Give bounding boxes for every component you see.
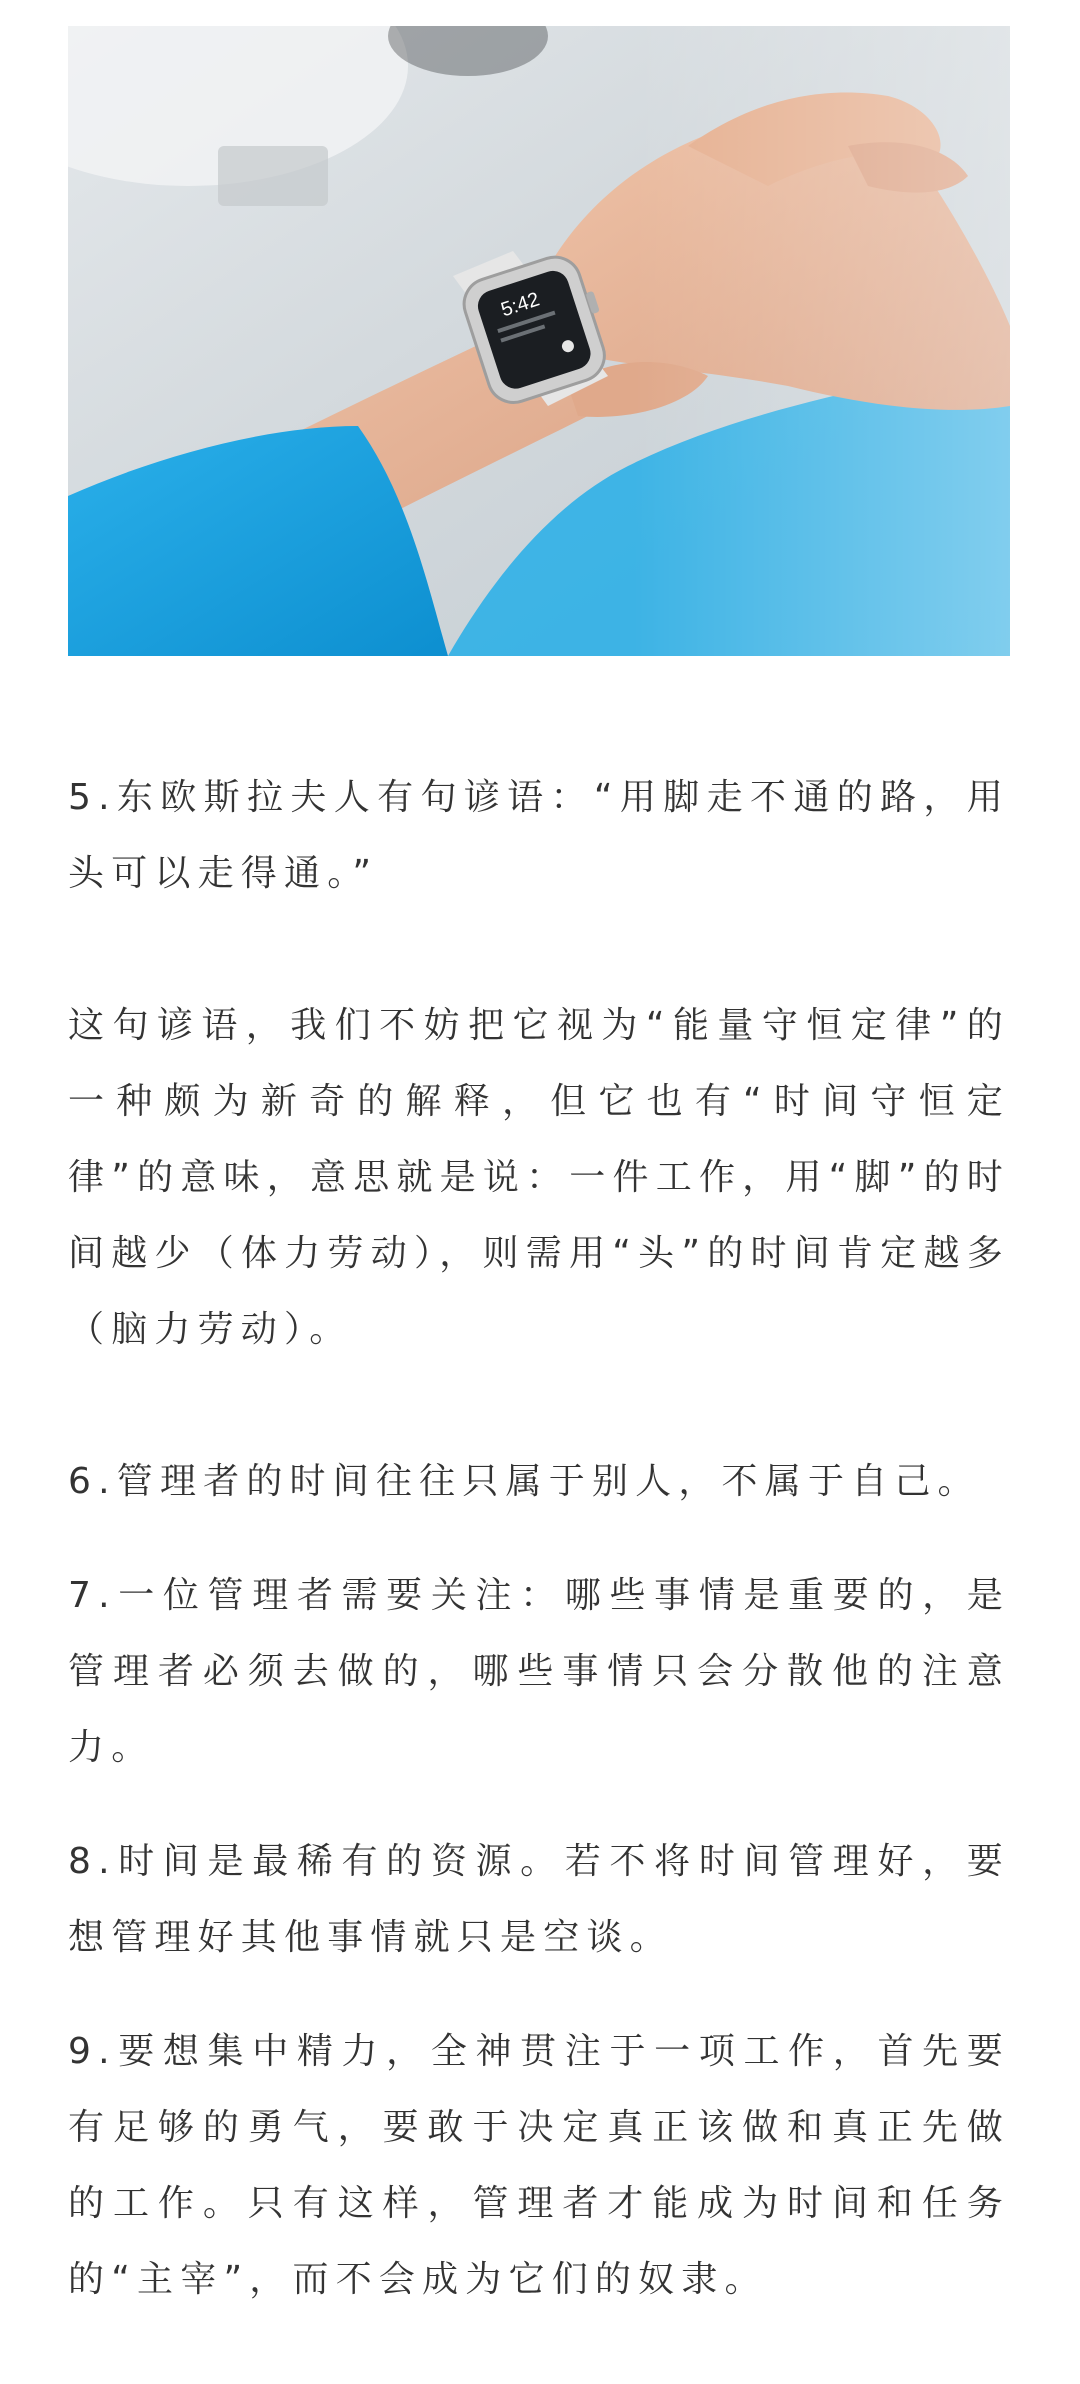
paragraph-gap	[68, 1786, 1010, 1824]
paragraph-gap	[68, 1368, 1010, 1444]
paragraph-6: 6.管理者的时间往往只属于别人，不属于自己。	[68, 1461, 981, 1502]
paragraph-9: 9.要想集中精力，全神贯注于一项工作，首先要有足够的勇气，要敢于决定真正该做和真正先做的工作。只有这样，管理者才能成为时间和任务的“主宰”，而不会成为它们的奴隶。	[68, 2031, 1010, 2300]
paragraph-7: 7.一位管理者需要关注：哪些事情是重要的，是管理者必须去做的，哪些事情只会分散他的注意力。	[68, 1575, 1010, 1768]
paragraph-proverb-explanation: 这句谚语，我们不妨把它视为“能量守恒定律”的一种颇为新奇的解释，但它也有“时间守恒定律”的意味，意思就是说：一件工作，用“脚”的时间越少（体力劳动），则需用“头”的时间肯定越多（脑力劳动）。	[68, 1005, 1010, 1350]
paragraph-gap	[68, 912, 1010, 988]
paragraph-8: 8.时间是最稀有的资源。若不将时间管理好，要想管理好其他事情就只是空谈。	[68, 1841, 1010, 1958]
hero-illustration	[68, 26, 1010, 656]
hero-image-wrist-watch	[68, 26, 1010, 656]
paragraph-5-proverb: 5.东欧斯拉夫人有句谚语：“用脚走不通的路，用头可以走得通。”	[68, 777, 1010, 894]
paragraph-gap	[68, 1976, 1010, 2014]
paragraph-gap	[68, 1520, 1010, 1558]
article-body	[68, 760, 1010, 2318]
